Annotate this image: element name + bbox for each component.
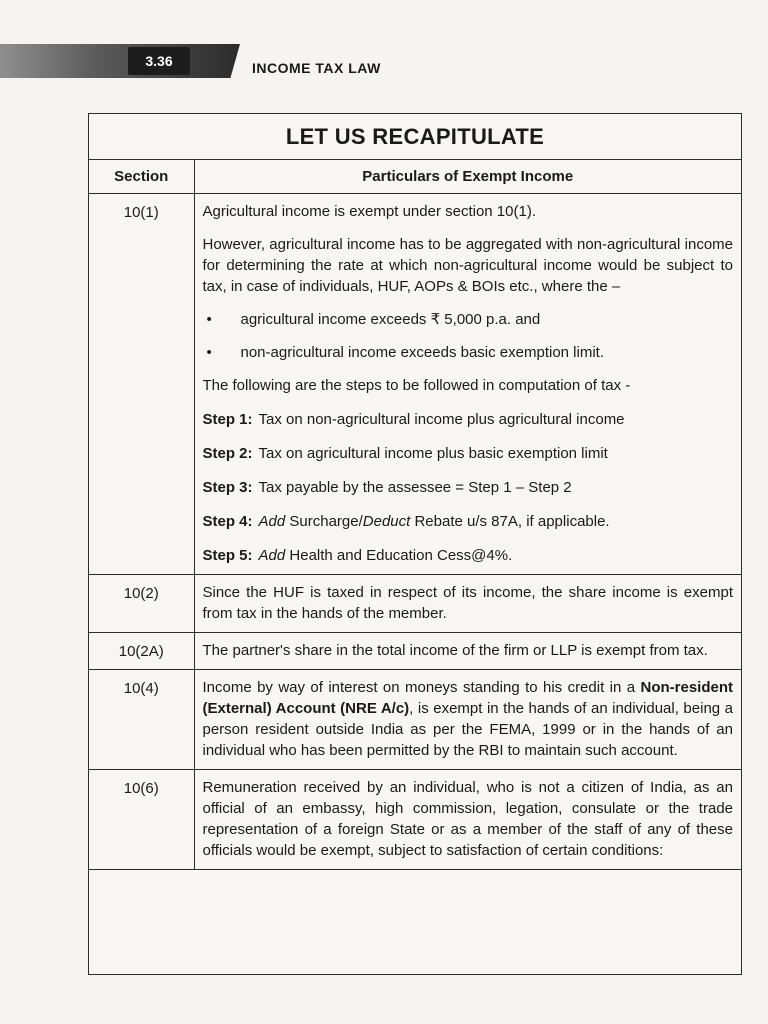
step-2 bbox=[203, 443, 734, 464]
paragraph: Since the HUF is taxed in respect of its income, the share income is exempt from tax in the hands of the member. bbox=[202, 584, 733, 622]
list-item-text: non-agricultural income exceeds basic exemption limit. bbox=[240, 344, 605, 361]
section-cell: 10(6) bbox=[89, 770, 194, 870]
table-row bbox=[89, 575, 741, 633]
table-row bbox=[89, 770, 741, 870]
step-label: Step 3: bbox=[202, 479, 253, 496]
paragraph: Agricultural income is exempt under section 10(1). bbox=[202, 203, 536, 220]
list-item bbox=[203, 309, 734, 330]
paragraph: The following are the steps to be followed in computation of tax - bbox=[202, 377, 631, 394]
section-cell: 10(4) bbox=[89, 670, 194, 770]
step-text: Tax on agricultural income plus basic exemption limit bbox=[258, 445, 608, 462]
step-text: Rebate u/s 87A, if applicable. bbox=[414, 513, 610, 530]
bullet-icon: • bbox=[206, 344, 212, 361]
particulars-cell bbox=[194, 670, 741, 770]
page-number: 3.36 bbox=[128, 47, 190, 75]
list-item-text: agricultural income exceeds ₹ 5,000 p.a. and bbox=[240, 311, 541, 328]
step-5 bbox=[203, 545, 734, 566]
table-row bbox=[89, 194, 741, 575]
table-row bbox=[89, 633, 741, 670]
column-header-particulars: Particulars of Exempt Income bbox=[194, 160, 741, 194]
paragraph: Remuneration received by an individual, who is not a citizen of India, as an official of an embassy, high commission, legation, consulate or the trade representation of a foreign State or as a member of the staff of any of these officials would be exempt, subject to satisfaction of certain conditions: bbox=[202, 779, 733, 859]
recap-title: LET US RECAPITULATE bbox=[89, 114, 741, 160]
table-row bbox=[89, 670, 741, 770]
particulars-cell bbox=[194, 633, 741, 670]
section-cell: 10(1) bbox=[89, 194, 194, 575]
step-text: Tax on non-agricultural income plus agricultural income bbox=[258, 411, 625, 428]
paragraph bbox=[203, 677, 734, 761]
particulars-cell bbox=[194, 770, 741, 870]
particulars-cell bbox=[194, 575, 741, 633]
particulars-cell bbox=[194, 194, 741, 575]
step-text: Surcharge/ bbox=[289, 513, 363, 530]
step-text: Health and Education Cess@4%. bbox=[289, 547, 513, 564]
paragraph: However, agricultural income has to be aggregated with non-agricultural income for determining the rate at which non-agricultural income would be subject to tax, in case of individuals, HUF, AOPs & BOIs etc., where the – bbox=[202, 236, 733, 295]
text-run: Income by way of interest on moneys standing to his credit in a bbox=[202, 679, 636, 696]
step-label: Step 5: bbox=[202, 547, 253, 564]
step-label: Step 1: bbox=[202, 411, 253, 428]
book-title: INCOME TAX LAW bbox=[252, 60, 381, 76]
step-deduct-word: Deduct bbox=[362, 513, 411, 530]
step-label: Step 2: bbox=[202, 445, 253, 462]
header-band bbox=[0, 44, 240, 78]
paragraph: The partner's share in the total income of the firm or LLP is exempt from tax. bbox=[202, 642, 708, 659]
recap-box bbox=[88, 113, 742, 975]
text-run: , is exempt in the hands of an individual, being a person resident outside India as per the FEMA, 1999 or in the hands of an individual who has been permitted by the RBI to maintain such account. bbox=[202, 700, 733, 759]
exempt-income-table bbox=[89, 160, 741, 870]
step-1 bbox=[203, 409, 734, 430]
column-header-section: Section bbox=[89, 160, 194, 194]
step-label: Step 4: bbox=[202, 513, 253, 530]
bullet-icon: • bbox=[206, 311, 212, 328]
step-text: Tax payable by the assessee = Step 1 – Step 2 bbox=[258, 479, 572, 496]
nre-account-term: Non-resident (External) Account (NRE A/c) bbox=[202, 679, 733, 717]
list-item bbox=[203, 342, 734, 363]
section-cell: 10(2A) bbox=[89, 633, 194, 670]
step-add-word: Add bbox=[258, 547, 286, 564]
step-add-word: Add bbox=[258, 513, 286, 530]
table-header-row bbox=[89, 160, 741, 194]
step-3 bbox=[203, 477, 734, 498]
section-cell: 10(2) bbox=[89, 575, 194, 633]
step-4 bbox=[203, 511, 734, 532]
